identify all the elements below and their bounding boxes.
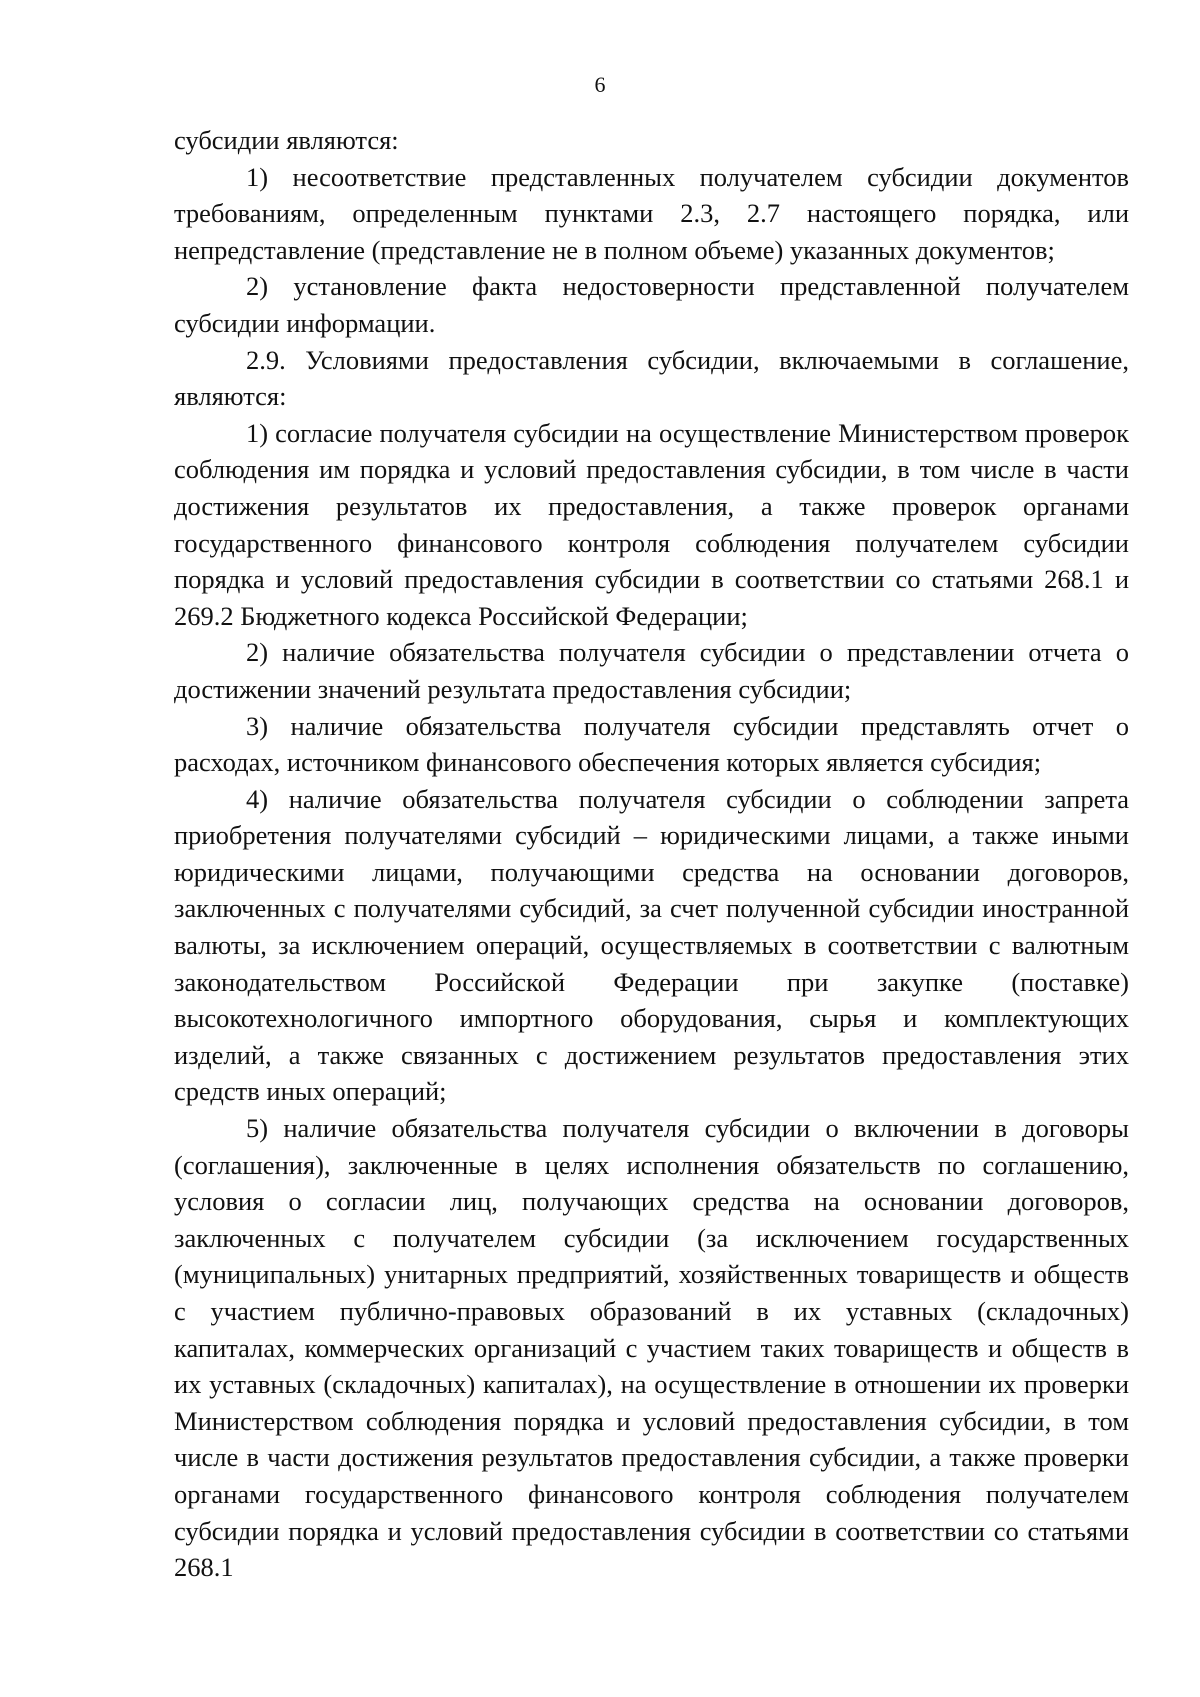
paragraph-section-2-9: 2.9. Условиями предоставления субсидии, включаемыми в соглашение, являются:: [174, 344, 1129, 412]
paragraph-condition-5: 5) наличие обязательства получателя субсидии о включении в договоры (соглашения), заключенные в целях исполнения обязательств по соглашению, условия о согласии лиц, получающих средства на основании договоров, заключенных с получателем субсидии (за исключением государственных (муниципальных) унитарных предприятий, хозяйственных товариществ и обществ с участием публично-правовых образований в их уставных (складочных) капиталах, коммерческих организаций с участием таких товариществ и обществ в их уставных (складочных) капиталах), на осуществление в отношении их проверки Министерством соблюдения порядка и условий предоставления субсидии, в том числе в части достижения результатов предоставления субсидии, а также проверки органами государственного финансового контроля соблюдения получателем субсидии порядка и условий предоставления субсидии в соответствии со статьями 268.1: [174, 1113, 1129, 1583]
page-number: 6: [594, 72, 606, 97]
paragraph-condition-3: 3) наличие обязательства получателя субсидии представлять отчет о расходах, источником финансового обеспечения которых является субсидия;: [174, 710, 1129, 778]
paragraph-condition-2: 2) наличие обязательства получателя субсидии о представлении отчета о достижении значений результата предоставления субсидии;: [174, 637, 1129, 704]
paragraph-condition-1: 1) согласие получателя субсидии на осуществление Министерством проверок соблюдения им порядка и условий предоставления субсидии, в том числе в части достижения результатов их предоставления, а также проверок органами государственного финансового контроля соблюдения получателем субсидии порядка и условий предоставления субсидии в соответствии со статьями 268.1 и 269.2 Бюджетного кодекса Российской Федерации;: [174, 417, 1129, 631]
paragraph-continuation: субсидии являются:: [174, 125, 399, 155]
paragraph-refusal-reason-1: 1) несоответствие представленных получателем субсидии документов требованиям, определенным пунктами 2.3, 2.7 настоящего порядка, или непредставление (представление не в полном объеме) указанных документов;: [174, 161, 1129, 265]
paragraph-condition-4: 4) наличие обязательства получателя субсидии о соблюдении запрета приобретения получателями субсидий – юридическими лицами, а также иными юридическими лицами, получающими средства на основании договоров, заключенных с получателями субсидий, за счет полученной субсидии иностранной валюты, за исключением операций, осуществляемых в соответствии с валютным законодательством Российской Федерации при закупке (поставке) высокотехнологичного импортного оборудования, сырья и комплектующих изделий, а также связанных с достижением результатов предоставления этих средств иных операций;: [174, 783, 1129, 1107]
document-body: [174, 122, 1129, 1586]
paragraph-refusal-reason-2: 2) установление факта недостоверности представленной получателем субсидии информации.: [174, 271, 1129, 338]
